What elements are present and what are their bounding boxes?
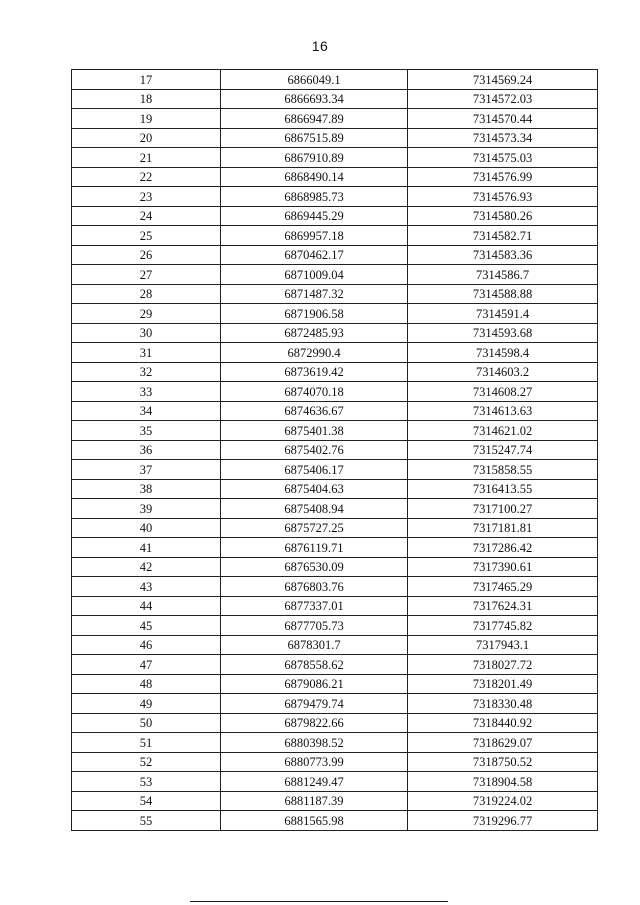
point-number-cell: 40 <box>72 518 221 538</box>
y-coordinate-cell: 7314575.03 <box>408 148 598 168</box>
point-number-cell: 37 <box>72 460 221 480</box>
point-number-cell: 23 <box>72 187 221 207</box>
point-number-cell: 31 <box>72 343 221 363</box>
page-number: 16 <box>311 38 329 54</box>
y-coordinate-cell: 7317286.42 <box>408 538 598 558</box>
table-row <box>72 167 598 187</box>
y-coordinate-cell: 7319224.02 <box>408 791 598 811</box>
point-number-cell: 41 <box>72 538 221 558</box>
x-coordinate-cell: 6867515.89 <box>221 128 408 148</box>
x-coordinate-cell: 6868490.14 <box>221 167 408 187</box>
y-coordinate-cell: 7317100.27 <box>408 499 598 519</box>
y-coordinate-cell: 7318201.49 <box>408 674 598 694</box>
point-number-cell: 21 <box>72 148 221 168</box>
table-row <box>72 499 598 519</box>
y-coordinate-cell: 7318904.58 <box>408 772 598 792</box>
x-coordinate-cell: 6881187.39 <box>221 791 408 811</box>
x-coordinate-cell: 6874070.18 <box>221 382 408 402</box>
point-number-cell: 30 <box>72 323 221 343</box>
point-number-cell: 17 <box>72 70 221 90</box>
y-coordinate-cell: 7318330.48 <box>408 694 598 714</box>
x-coordinate-cell: 6879479.74 <box>221 694 408 714</box>
table-row <box>72 109 598 129</box>
table-row <box>72 518 598 538</box>
x-coordinate-cell: 6875402.76 <box>221 440 408 460</box>
x-coordinate-cell: 6871906.58 <box>221 304 408 324</box>
y-coordinate-cell: 7314573.34 <box>408 128 598 148</box>
coordinates-table <box>71 69 598 831</box>
table-row <box>72 89 598 109</box>
x-coordinate-cell: 6877337.01 <box>221 596 408 616</box>
y-coordinate-cell: 7318440.92 <box>408 713 598 733</box>
x-coordinate-cell: 6870462.17 <box>221 245 408 265</box>
point-number-cell: 24 <box>72 206 221 226</box>
x-coordinate-cell: 6869957.18 <box>221 226 408 246</box>
y-coordinate-cell: 7314608.27 <box>408 382 598 402</box>
table-row <box>72 772 598 792</box>
point-number-cell: 33 <box>72 382 221 402</box>
table-row <box>72 596 598 616</box>
x-coordinate-cell: 6868985.73 <box>221 187 408 207</box>
table-row <box>72 265 598 285</box>
x-coordinate-cell: 6866693.34 <box>221 89 408 109</box>
point-number-cell: 55 <box>72 811 221 831</box>
point-number-cell: 29 <box>72 304 221 324</box>
point-number-cell: 43 <box>72 577 221 597</box>
x-coordinate-cell: 6878301.7 <box>221 635 408 655</box>
table-row <box>72 128 598 148</box>
table-row <box>72 401 598 421</box>
table-row <box>72 226 598 246</box>
point-number-cell: 44 <box>72 596 221 616</box>
point-number-cell: 50 <box>72 713 221 733</box>
y-coordinate-cell: 7316413.55 <box>408 479 598 499</box>
x-coordinate-cell: 6875727.25 <box>221 518 408 538</box>
y-coordinate-cell: 7314591.4 <box>408 304 598 324</box>
table-row <box>72 206 598 226</box>
point-number-cell: 53 <box>72 772 221 792</box>
point-number-cell: 49 <box>72 694 221 714</box>
x-coordinate-cell: 6872485.93 <box>221 323 408 343</box>
table-row <box>72 362 598 382</box>
table-row <box>72 440 598 460</box>
x-coordinate-cell: 6878558.62 <box>221 655 408 675</box>
point-number-cell: 27 <box>72 265 221 285</box>
y-coordinate-cell: 7314583.36 <box>408 245 598 265</box>
y-coordinate-cell: 7314580.26 <box>408 206 598 226</box>
y-coordinate-cell: 7314576.99 <box>408 167 598 187</box>
x-coordinate-cell: 6880773.99 <box>221 752 408 772</box>
table-row <box>72 733 598 753</box>
y-coordinate-cell: 7314598.4 <box>408 343 598 363</box>
y-coordinate-cell: 7317465.29 <box>408 577 598 597</box>
y-coordinate-cell: 7314572.03 <box>408 89 598 109</box>
x-coordinate-cell: 6879086.21 <box>221 674 408 694</box>
x-coordinate-cell: 6871487.32 <box>221 284 408 304</box>
y-coordinate-cell: 7317745.82 <box>408 616 598 636</box>
y-coordinate-cell: 7318629.07 <box>408 733 598 753</box>
table-row <box>72 421 598 441</box>
x-coordinate-cell: 6869445.29 <box>221 206 408 226</box>
y-coordinate-cell: 7314570.44 <box>408 109 598 129</box>
x-coordinate-cell: 6880398.52 <box>221 733 408 753</box>
x-coordinate-cell: 6873619.42 <box>221 362 408 382</box>
table-row <box>72 713 598 733</box>
x-coordinate-cell: 6876119.71 <box>221 538 408 558</box>
table-row <box>72 70 598 90</box>
y-coordinate-cell: 7318750.52 <box>408 752 598 772</box>
point-number-cell: 36 <box>72 440 221 460</box>
x-coordinate-cell: 6866049.1 <box>221 70 408 90</box>
x-coordinate-cell: 6876530.09 <box>221 557 408 577</box>
table-row <box>72 460 598 480</box>
x-coordinate-cell: 6875404.63 <box>221 479 408 499</box>
x-coordinate-cell: 6871009.04 <box>221 265 408 285</box>
table-row <box>72 674 598 694</box>
y-coordinate-cell: 7314582.71 <box>408 226 598 246</box>
table-row <box>72 323 598 343</box>
point-number-cell: 34 <box>72 401 221 421</box>
point-number-cell: 32 <box>72 362 221 382</box>
table-row <box>72 811 598 831</box>
x-coordinate-cell: 6881565.98 <box>221 811 408 831</box>
table-row <box>72 557 598 577</box>
point-number-cell: 35 <box>72 421 221 441</box>
table-row <box>72 304 598 324</box>
point-number-cell: 25 <box>72 226 221 246</box>
table-row <box>72 148 598 168</box>
table-row <box>72 694 598 714</box>
point-number-cell: 45 <box>72 616 221 636</box>
x-coordinate-cell: 6867910.89 <box>221 148 408 168</box>
point-number-cell: 52 <box>72 752 221 772</box>
table-row <box>72 616 598 636</box>
y-coordinate-cell: 7314621.02 <box>408 421 598 441</box>
y-coordinate-cell: 7314576.93 <box>408 187 598 207</box>
table-row <box>72 343 598 363</box>
point-number-cell: 51 <box>72 733 221 753</box>
coordinates-table-body <box>72 70 598 831</box>
y-coordinate-cell: 7314593.68 <box>408 323 598 343</box>
y-coordinate-cell: 7314603.2 <box>408 362 598 382</box>
table-row <box>72 635 598 655</box>
y-coordinate-cell: 7315247.74 <box>408 440 598 460</box>
y-coordinate-cell: 7317943.1 <box>408 635 598 655</box>
y-coordinate-cell: 7319296.77 <box>408 811 598 831</box>
y-coordinate-cell: 7317181.81 <box>408 518 598 538</box>
y-coordinate-cell: 7317390.61 <box>408 557 598 577</box>
point-number-cell: 18 <box>72 89 221 109</box>
y-coordinate-cell: 7317624.31 <box>408 596 598 616</box>
table-row <box>72 752 598 772</box>
x-coordinate-cell: 6879822.66 <box>221 713 408 733</box>
x-coordinate-cell: 6876803.76 <box>221 577 408 597</box>
y-coordinate-cell: 7314569.24 <box>408 70 598 90</box>
y-coordinate-cell: 7314613.63 <box>408 401 598 421</box>
point-number-cell: 22 <box>72 167 221 187</box>
table-row <box>72 479 598 499</box>
x-coordinate-cell: 6875401.38 <box>221 421 408 441</box>
table-row <box>72 538 598 558</box>
y-coordinate-cell: 7318027.72 <box>408 655 598 675</box>
point-number-cell: 26 <box>72 245 221 265</box>
table-row <box>72 791 598 811</box>
point-number-cell: 39 <box>72 499 221 519</box>
x-coordinate-cell: 6877705.73 <box>221 616 408 636</box>
x-coordinate-cell: 6866947.89 <box>221 109 408 129</box>
point-number-cell: 48 <box>72 674 221 694</box>
point-number-cell: 47 <box>72 655 221 675</box>
table-row <box>72 187 598 207</box>
table-row <box>72 655 598 675</box>
x-coordinate-cell: 6872990.4 <box>221 343 408 363</box>
point-number-cell: 19 <box>72 109 221 129</box>
point-number-cell: 38 <box>72 479 221 499</box>
bottom-divider <box>190 901 448 902</box>
table-row <box>72 245 598 265</box>
y-coordinate-cell: 7314586.7 <box>408 265 598 285</box>
table-row <box>72 382 598 402</box>
point-number-cell: 20 <box>72 128 221 148</box>
x-coordinate-cell: 6875408.94 <box>221 499 408 519</box>
x-coordinate-cell: 6881249.47 <box>221 772 408 792</box>
point-number-cell: 42 <box>72 557 221 577</box>
y-coordinate-cell: 7315858.55 <box>408 460 598 480</box>
point-number-cell: 28 <box>72 284 221 304</box>
x-coordinate-cell: 6874636.67 <box>221 401 408 421</box>
table-row <box>72 284 598 304</box>
point-number-cell: 54 <box>72 791 221 811</box>
point-number-cell: 46 <box>72 635 221 655</box>
y-coordinate-cell: 7314588.88 <box>408 284 598 304</box>
table-row <box>72 577 598 597</box>
x-coordinate-cell: 6875406.17 <box>221 460 408 480</box>
